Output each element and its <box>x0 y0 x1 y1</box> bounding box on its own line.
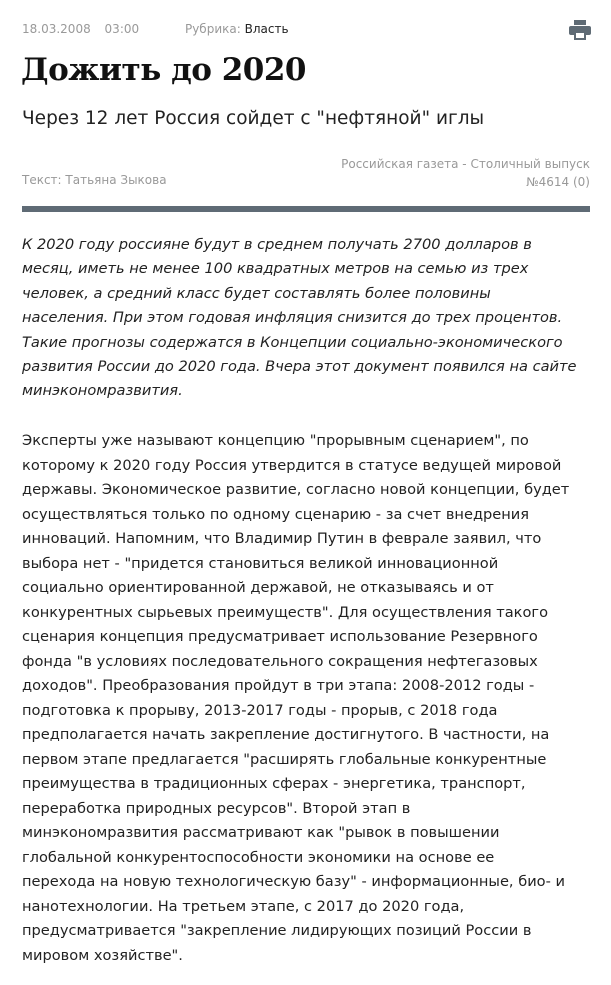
source-publication: Российская газета - Столичный выпуск <box>341 157 590 171</box>
text-line: развития России до 2020 года. Вчера этот документ появился на сайте <box>22 358 577 376</box>
text-line: фонда "в условиях последовательного сокращения нефтегазовых <box>22 652 538 670</box>
text-line: человек, а средний класс будет составлять более половины <box>22 284 491 302</box>
text-line: глобальной конкурентоспособности экономики на основе ее <box>22 848 495 866</box>
text-line: Такие прогнозы содержатся в Концепции социально-экономического <box>22 333 563 351</box>
article-title: Дожить до 2020 <box>21 52 306 88</box>
text-line: конкурентных сырьевых преимуществ". Для осуществления такого <box>22 603 549 621</box>
text-line: нанотехнологии. На третьем этапе, с 2017 до 2020 года, <box>22 897 465 915</box>
article-time: 03:00 <box>104 22 140 36</box>
text-line: населения. При этом годовая инфляция снизится до трех процентов. <box>22 309 563 327</box>
text-line: социально ориентированной державой, не отказываясь и от <box>22 579 494 596</box>
text-line: перехода на новую технологическую базу" - информационные, био- и <box>22 873 566 890</box>
rubric-link[interactable]: Власть <box>244 22 289 36</box>
text-line: инноваций. Напомним, что Владимир Путин в феврале заявил, что <box>22 530 542 547</box>
text-line: Эксперты уже называют концепцию "прорывным сценарием", по <box>22 432 529 449</box>
text-line: преимущества в традиционных сферах - энергетика, транспорт, <box>22 775 526 792</box>
text-line: предусматривается "закрепление лидирующих позиций России в <box>22 922 532 939</box>
text-line: мировом хозяйстве". <box>22 946 183 964</box>
text-line: переработка природных ресурсов". Второй этап в <box>22 799 411 817</box>
article-subtitle: Через 12 лет Россия сойдет с "нефтяной" иглы <box>22 108 485 129</box>
text-line: месяц, иметь не менее 100 квадратных метров на семью из трех <box>22 260 529 278</box>
print-icon[interactable] <box>569 20 591 40</box>
article-author: Текст: Татьяна Зыкова <box>22 173 167 187</box>
article-body <box>22 429 602 968</box>
article-date: 18.03.2008 <box>22 22 91 36</box>
divider <box>22 206 590 212</box>
source-issue: №4614 (0) <box>526 175 590 189</box>
text-line: державы. Экономическое развитие, согласно новой концепции, будет <box>22 481 570 498</box>
text-line: доходов". Преобразования пройдут в три этапа: 2008-2012 годы - <box>22 677 535 694</box>
text-line: минэкономразвития. <box>22 382 183 400</box>
text-line: подготовка к прорыву, 2013-2017 годы - прорыв, с 2018 года <box>22 701 498 719</box>
text-line: К 2020 году россияне будут в среднем получать 2700 долларов в <box>22 236 532 253</box>
article-source <box>341 155 590 191</box>
rubric-label: Рубрика: <box>184 22 241 36</box>
article-lead <box>22 233 597 404</box>
text-line: предполагается начать закрепление достигнутого. В частности, на <box>22 726 550 743</box>
text-line: осуществляться только по одному сценарию - за счет внедрения <box>22 505 530 523</box>
text-line: сценария концепция предусматривает использование Резервного <box>22 628 538 645</box>
text-line: выбора нет - "придется становиться великой инновационной <box>22 554 499 572</box>
text-line: первом этапе предлагается "расширять глобальные конкурентные <box>22 750 547 768</box>
text-line: которому к 2020 году Россия утвердится в статусе ведущей мировой <box>22 456 562 474</box>
text-line: минэкономразвития рассматривают как "рывок в повышении <box>22 824 500 841</box>
article-meta <box>22 22 289 36</box>
